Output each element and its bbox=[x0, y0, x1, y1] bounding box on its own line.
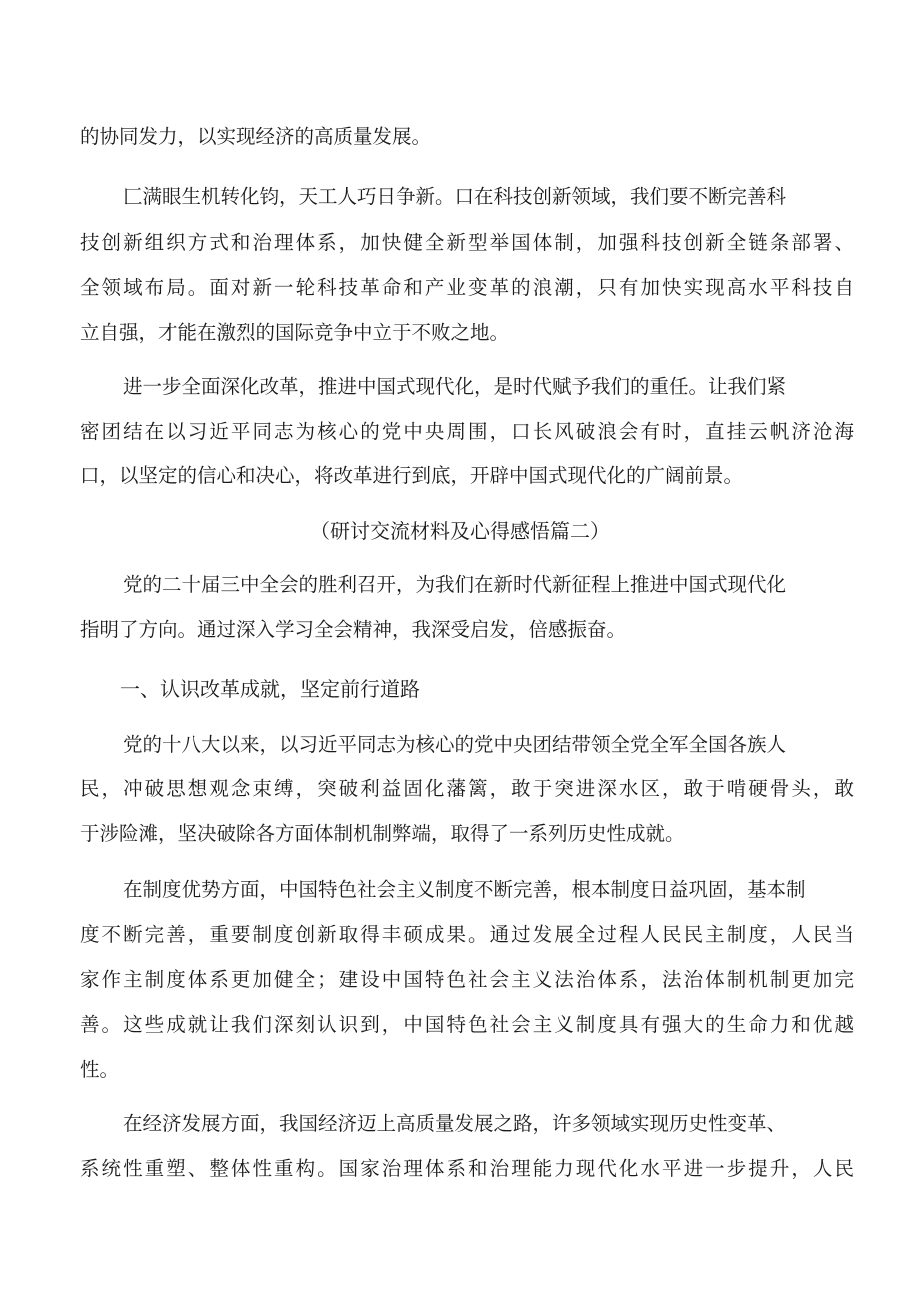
section-heading: 一、认识改革成就，坚定前行道路 bbox=[120, 677, 420, 701]
article-subtitle: （研讨交流材料及心得感悟篇二） bbox=[310, 519, 610, 543]
paragraph-line: 全领域布局。面对新一轮科技革命和产业变革的浪潮，只有加快实现高水平科技自 bbox=[80, 276, 854, 299]
paragraph-line: 于涉险滩，坚决破除各方面体制机制弊端，取得了一系列历史性成就。 bbox=[80, 822, 685, 845]
paragraph-line: 口，以坚定的信心和决心，将改革进行到底，开辟中国式现代化的广阔前景。 bbox=[80, 464, 744, 487]
paragraph-line: 党的十八大以来，以习近平同志为核心的党中央团结带领全党全军全国各族人 bbox=[123, 733, 787, 756]
paragraph-line: 家作主制度体系更加健全；建设中国特色社会主义法治体系，法治体制机制更加完 bbox=[80, 968, 854, 991]
paragraph-line: 善。这些成就让我们深刻认识到，中国特色社会主义制度具有强大的生命力和优越 bbox=[80, 1013, 854, 1036]
paragraph-line: 度不断完善，重要制度创新取得丰硕成果。通过发展全过程人民民主制度，人民当 bbox=[80, 923, 854, 946]
paragraph-line: 系统性重塑、整体性重构。国家治理体系和治理能力现代化水平进一步提升，人民 bbox=[80, 1157, 854, 1180]
paragraph-line: 民，冲破思想观念束缚，突破利益固化藩篱，敢于突进深水区，敢于啃硬骨头，敢 bbox=[80, 777, 854, 800]
paragraph-line: 在经济发展方面，我国经济迈上高质量发展之路，许多领域实现历史性变革、 bbox=[123, 1112, 787, 1135]
paragraph-line: 党的二十届三中全会的胜利召开，为我们在新时代新征程上推进中国式现代化 bbox=[123, 573, 787, 596]
continuation-line: 的协同发力，以实现经济的高质量发展。 bbox=[80, 125, 432, 148]
paragraph-line: 在制度优势方面，中国特色社会主义制度不断完善，根本制度日益巩固，基本制 bbox=[123, 878, 806, 901]
paragraph-line: 立自强，才能在激烈的国际竞争中立于不败之地。 bbox=[80, 321, 510, 344]
paragraph-line: 密团结在以习近平同志为核心的党中央周围，口长风破浪会有时，直挂云帆济沧海 bbox=[80, 420, 854, 443]
paragraph-line: 技创新组织方式和治理体系，加快健全新型举国体制，加强科技创新全链条部署、 bbox=[80, 231, 854, 254]
paragraph-line: 指明了方向。通过深入学习全会精神，我深受启发，倍感振奋。 bbox=[80, 618, 627, 641]
paragraph-line: 匚满眼生机转化钧，天工人巧日争新。口在科技创新领域，我们要不断完善科 bbox=[123, 185, 787, 208]
paragraph-line: 进一步全面深化改革，推进中国式现代化，是时代赋予我们的重任。让我们紧 bbox=[123, 375, 787, 398]
paragraph-line: 性。 bbox=[80, 1058, 120, 1081]
